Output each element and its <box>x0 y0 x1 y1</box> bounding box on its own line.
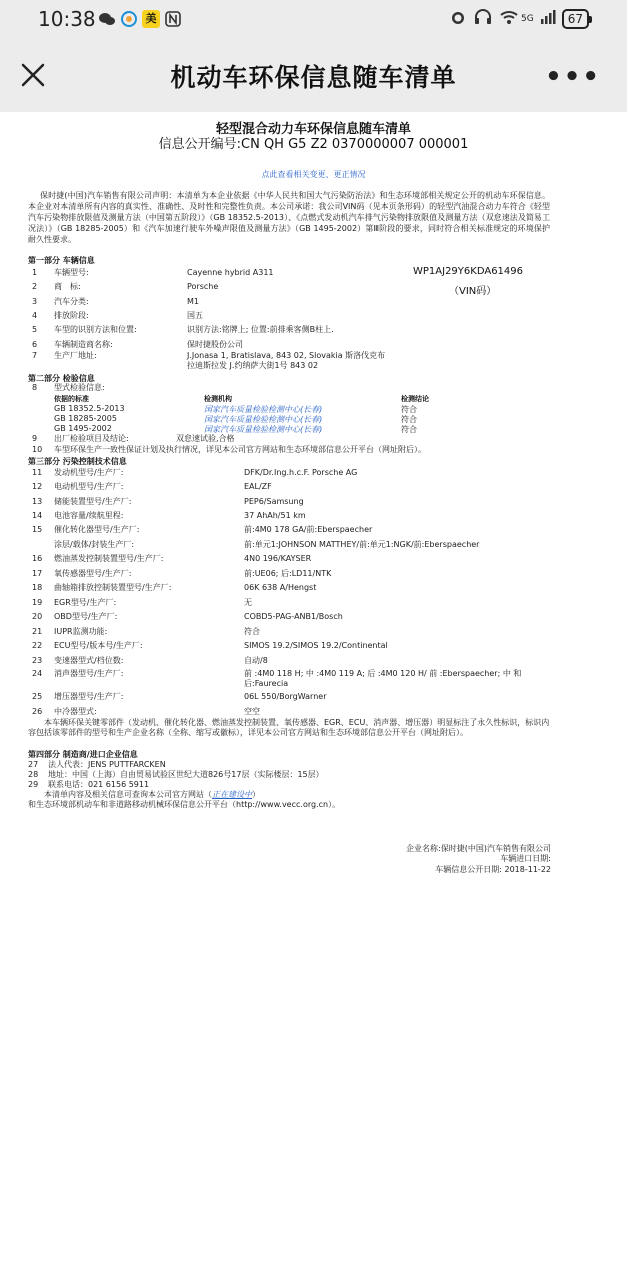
test-agency-link[interactable]: 国家汽车质量检验检测中心(长春) <box>204 425 323 434</box>
item-value: COBD5-PAG-ANB1/Bosch <box>244 612 343 621</box>
test-result: 符合 <box>401 405 417 414</box>
changes-link[interactable]: 点此查看相关变更、更正情况 <box>261 170 366 179</box>
item-label: 燃油蒸发控制装置型号/生产厂: <box>54 554 164 563</box>
item-value: 无 <box>244 598 252 607</box>
item-label: 消声器型号/生产厂: <box>54 669 124 678</box>
more-options-icon[interactable]: ••• <box>545 62 601 92</box>
item-number: 2 <box>32 282 38 291</box>
item-value: 前 :4M0 118 H; 中 :4M0 119 A; 后 :4M0 120 H/ 前 :Eberspaecher; 中 和 <box>244 669 522 678</box>
item-label: 车辆型号: <box>54 268 89 277</box>
item-value: 国五 <box>187 311 203 320</box>
battery-icon: 67 <box>562 9 589 29</box>
item-value: PEP6/Samsung <box>244 497 304 506</box>
item-number: 16 <box>32 554 43 563</box>
wifi-icon <box>499 9 519 29</box>
item-number: 1 <box>32 268 38 277</box>
col-standard-header: 依据的标准 <box>54 395 89 403</box>
meituan-icon: 美 <box>142 10 160 28</box>
item-number: 14 <box>32 511 43 520</box>
platform-line: 和生态环境部机动车和非道路移动机械环保信息公开平台（http://www.vecc.org.cn）。 <box>28 800 341 809</box>
item-label: 生产厂地址: <box>54 351 97 360</box>
footer-company: 企业名称:保时捷(中国)汽车销售有限公司 <box>406 844 551 853</box>
item-value: 符合 <box>244 627 260 636</box>
item-label: ECU型号/版本号/生产厂: <box>54 641 143 650</box>
item-value: DFK/Dr.Ing.h.c.F. Porsche AG <box>244 468 358 477</box>
item-label: 氧传感器型号/生产厂: <box>54 569 132 578</box>
item-number: 22 <box>32 641 43 650</box>
signal-icon <box>540 9 556 29</box>
item-number: 21 <box>32 627 43 636</box>
item-number: 18 <box>32 583 43 592</box>
item-text: 地址：中国（上海）自由贸易试验区世纪大道826号17层（实际楼层：15层） <box>48 770 324 779</box>
chat-bubble-icon <box>120 10 138 28</box>
item-value: M1 <box>187 297 199 306</box>
item-number: 11 <box>32 468 43 477</box>
document-title: 轻型混合动力车环保信息随车清单 <box>215 122 411 137</box>
item-value: EAL/ZF <box>244 482 272 491</box>
item-label: 催化转化器型号/生产厂: <box>54 525 140 534</box>
item-value: 前:4M0 178 GA/前:Eberspaecher <box>244 525 373 534</box>
declaration-text: 保时捷(中国)汽车销售有限公司声明：本清单为本企业依据《中华人民共和国大气污染防治法》和生态环境部相关规定公开的机动车环保信息。本企业对本清单所有内容的真实性、准确性、及时性和完整性负责。本公司承诺：我公司VIN码（见本页条形码）的轻型汽油混合动力车符合《轻型汽车污染物排放限值及测量方法（中国第五阶段）》（GB 18352.5-2013）、《点燃式发动机汽车排气污染物排放限值及测量方法（双怠速法及简易工况法）》（GB 18285-2005）和《汽车加速行驶车外噪声限值及测量方法》（GB 1495-2002）第Ⅲ阶段的要求，同时符合相关标准规定的环境保护耐久性要求。 <box>28 191 550 244</box>
network-label: 5G <box>521 14 534 24</box>
item-label: IUPR监测功能: <box>54 627 108 636</box>
status-right <box>449 8 589 30</box>
alarm-icon <box>449 8 467 30</box>
item-number: 10 <box>32 445 43 454</box>
item-number: 4 <box>32 311 38 320</box>
headphones-icon <box>473 8 493 30</box>
item-number: 26 <box>32 707 43 716</box>
item-value: 自动/8 <box>244 656 268 665</box>
page-title: 机动车环保信息随车清单 <box>170 63 457 92</box>
item-value: 06K 638 A/Hengst <box>244 583 317 592</box>
item-number: 24 <box>32 669 43 678</box>
item-value: Porsche <box>187 282 219 291</box>
item-value: 37 AhAh/51 km <box>244 511 306 520</box>
item-value: 空空 <box>244 707 260 716</box>
item-number: 3 <box>32 297 38 306</box>
item-text: 车型环保生产一致性保证计划及执行情况，详见本公司官方网站和生态环境部信息公开平台（网址附后）。 <box>54 445 426 454</box>
item-label: 发动机型号/生产厂: <box>54 468 124 477</box>
item-value: SIMOS 19.2/SIMOS 19.2/Continental <box>244 641 388 650</box>
vin-label: （VIN码） <box>449 286 497 297</box>
item-value: 4N0 196/KAYSER <box>244 554 312 563</box>
item-label: 增压器型号/生产厂: <box>54 692 124 701</box>
nav-bar <box>0 40 627 112</box>
item-value-line2: 拉迪斯拉发 J.约纳萨大街1号 843 02 <box>187 361 319 370</box>
col-result-header: 检测结论 <box>401 395 429 403</box>
item-value: J.Jonasa 1, Bratislava, 843 02, Slovakia 斯洛伐克布 <box>187 351 386 360</box>
item-number: 5 <box>32 325 38 334</box>
item-value-line2: 后:Faurecia <box>244 679 289 688</box>
status-bar <box>0 0 627 40</box>
test-standard: GB 18352.5-2013 <box>54 404 125 413</box>
item-text: 法人代表：JENS PUTTFARCKEN <box>48 760 166 769</box>
item-label: 车辆制造商名称: <box>54 340 113 349</box>
item-number: 25 <box>32 692 43 701</box>
item-label: EGR型号/生产厂: <box>54 598 117 607</box>
item-value: 双怠速试验,合格 <box>176 434 235 443</box>
part2-heading: 第二部分 检验信息 <box>28 374 95 383</box>
item-label: 排放阶段: <box>54 311 89 320</box>
website-line <box>28 790 550 800</box>
item-label: 电动机型号/生产厂: <box>54 482 124 491</box>
item-number: 8 <box>32 383 38 392</box>
vin-value: WP1AJ29Y6KDA61496 <box>413 266 523 277</box>
item-number: 7 <box>32 351 38 360</box>
document-number: 信息公开编号:CN QH G5 Z2 0370000007 000001 <box>158 137 469 152</box>
item-number: 9 <box>32 434 38 443</box>
col-agency-header: 检测机构 <box>204 395 232 403</box>
test-result: 符合 <box>401 425 417 434</box>
item-number: 17 <box>32 569 43 578</box>
item-number: 19 <box>32 598 43 607</box>
part4-heading: 第四部分 制造商/进口企业信息 <box>28 750 138 759</box>
status-time: 10:38 <box>38 7 96 31</box>
test-standard: GB 1495-2002 <box>54 424 112 433</box>
item-label: 变速器型式/档位数: <box>54 656 124 665</box>
item-value: 识别方法:铭牌上; 位置:前排乘客侧B柱上. <box>187 325 334 334</box>
item-number: 13 <box>32 497 43 506</box>
item-number: 23 <box>32 656 43 665</box>
item-label: 曲轴箱排放控制装置型号/生产厂: <box>54 583 172 592</box>
website-prefix: 本清单内容及相关信息可查询本公司官方网站（ <box>44 790 212 799</box>
item-text: 联系电话：021 6156 5911 <box>48 780 150 789</box>
test-standard: GB 18285-2005 <box>54 414 117 423</box>
test-agency-link[interactable]: 国家汽车质量检验检测中心(长春) <box>204 415 323 424</box>
document <box>0 112 627 1280</box>
test-agency-link[interactable]: 国家汽车质量检验检测中心(长春) <box>204 405 323 414</box>
item-number: 12 <box>32 482 43 491</box>
item-value: 06L 550/BorgWarner <box>244 692 327 701</box>
parts-note: 本车辆环保关键零部件（发动机、催化转化器、燃油蒸发控制装置、氧传感器、EGR、ECU、消声器、增压器）明显标注了永久性标识，标识内容包括该零部件的型号和生产企业名称（全称、缩写或徽标），详见本公司官方网站和生态环境部信息公开平台（网址附后）。 <box>28 718 550 737</box>
website-link[interactable]: 正在建设中 <box>212 790 252 799</box>
item-number: 6 <box>32 340 38 349</box>
item-value: 前:单元1:JOHNSON MATTHEY/前:单元1:NGK/前:Eberspaecher <box>244 540 480 549</box>
item-value: 保时捷股份公司 <box>187 340 243 349</box>
item-label: 型式检验信息: <box>54 383 105 392</box>
item-value: 前:UE06; 后:LD11/NTK <box>244 569 332 578</box>
item-label: 车型的识别方法和位置: <box>54 325 137 334</box>
item-label: 电池容量/续航里程: <box>54 511 124 520</box>
part1-heading: 第一部分 车辆信息 <box>28 256 95 265</box>
item-label: 储能装置型号/生产厂: <box>54 497 132 506</box>
item-label: 涂层/载体/封装生产厂: <box>54 540 135 549</box>
test-result: 符合 <box>401 415 417 424</box>
item-number: 15 <box>32 525 43 534</box>
item-label: 商 标: <box>54 282 81 291</box>
item-number: 20 <box>32 612 43 621</box>
part3-heading: 第三部分 污染控制技术信息 <box>28 457 127 466</box>
nfc-icon <box>164 10 182 28</box>
item-number: 27 <box>28 760 39 769</box>
item-label: 出厂检验项目及结论: <box>54 434 129 443</box>
wechat-icon <box>98 10 116 28</box>
item-label: 汽车分类: <box>54 297 89 306</box>
item-number: 29 <box>28 780 39 789</box>
item-label: 中冷器型式: <box>54 707 97 716</box>
item-value: Cayenne hybrid A311 <box>187 268 274 277</box>
item-number: 28 <box>28 770 39 779</box>
item-label: OBD型号/生产厂: <box>54 612 118 621</box>
footer-import-date: 车辆进口日期: <box>500 854 551 863</box>
website-suffix: ） <box>252 790 260 799</box>
footer-publish-date: 车辆信息公开日期: 2018-11-22 <box>435 865 551 874</box>
